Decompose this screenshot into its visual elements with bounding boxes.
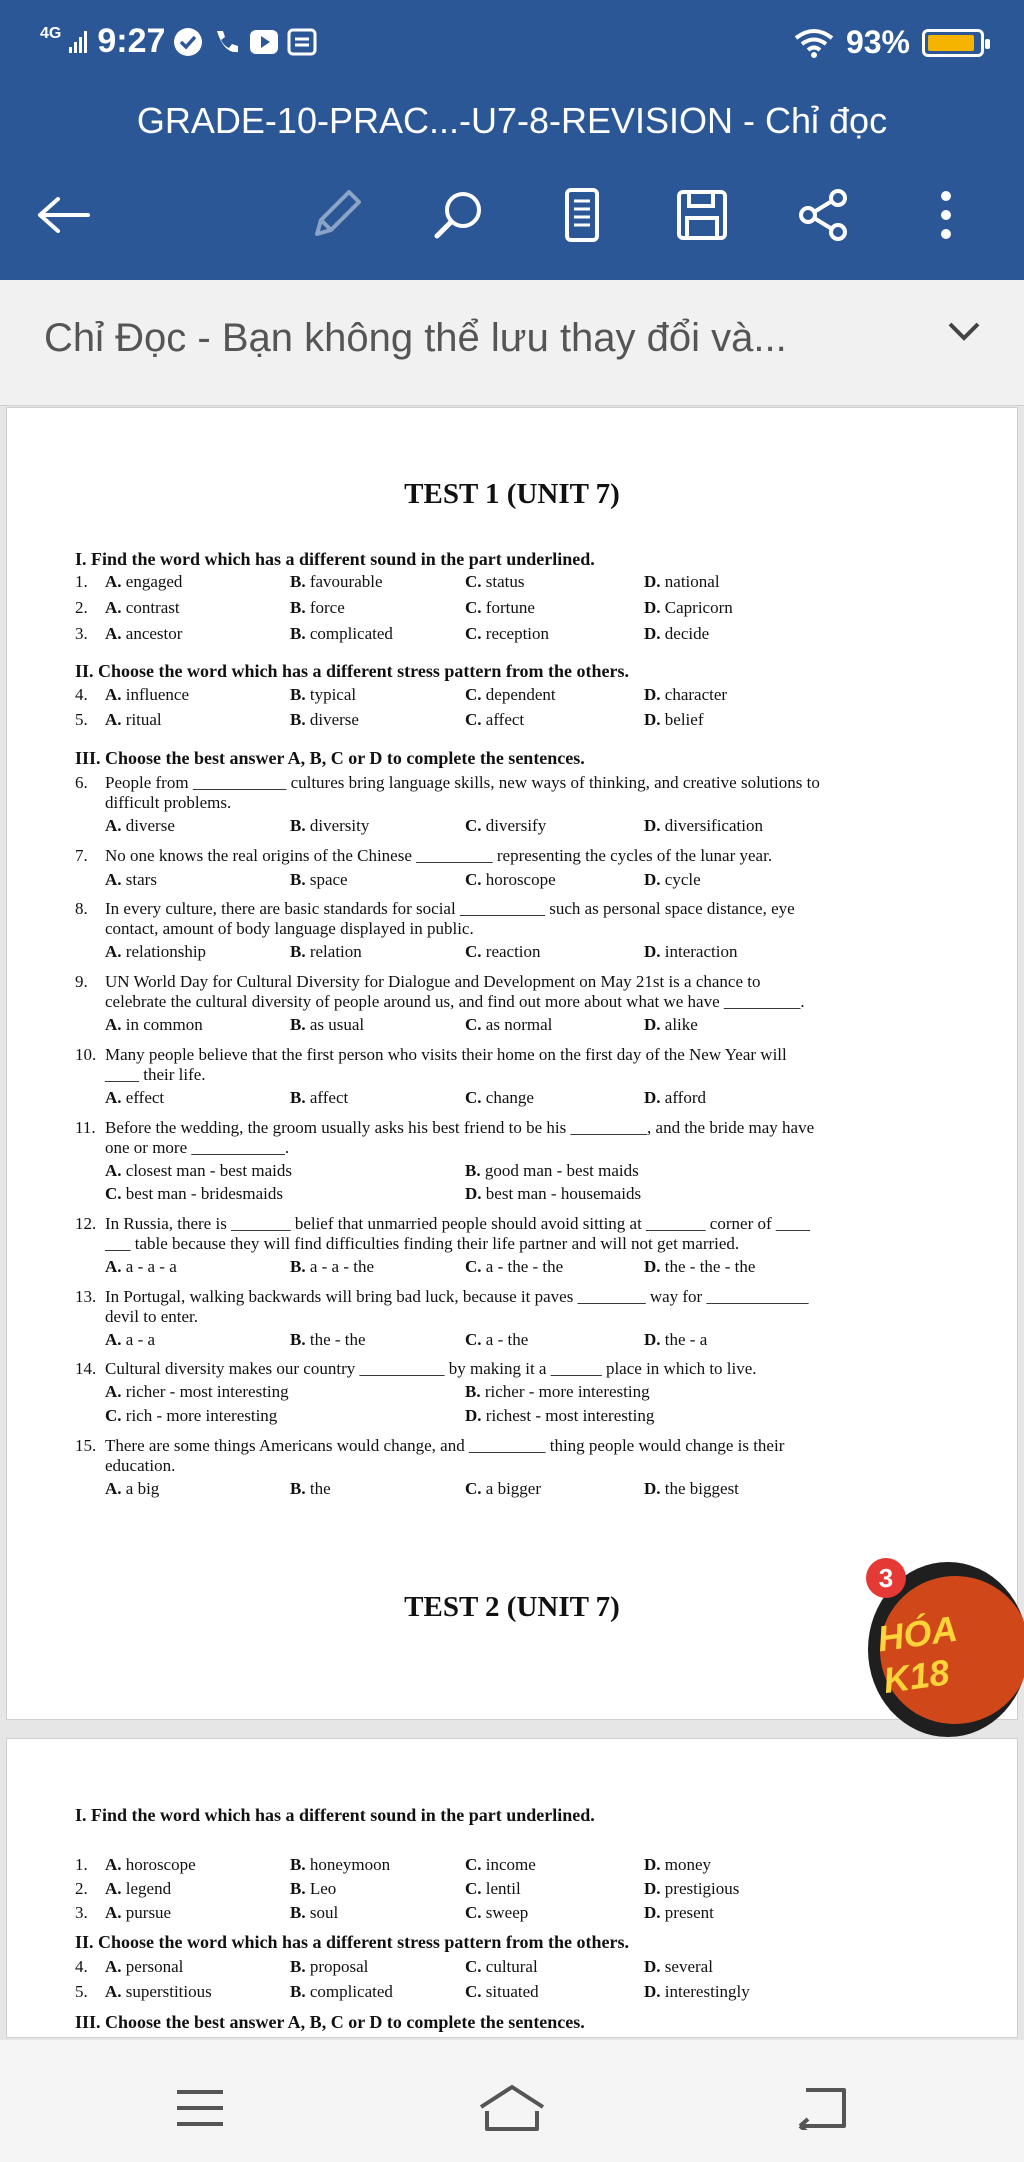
question-4 (7, 685, 1019, 707)
option-label: C. (465, 816, 482, 835)
question-9 (75, 971, 761, 992)
option-label: A. (105, 685, 122, 704)
option-d: the - a (664, 1330, 708, 1349)
question-text-cont: ____ their life. (105, 1065, 206, 1084)
option-label: B. (290, 1015, 306, 1034)
mail-icon (287, 27, 317, 57)
option-label: B. (290, 710, 306, 729)
share-icon (796, 188, 850, 242)
section-heading: III. Choose the best answer A, B, C or D to complete the sentences. (75, 748, 585, 768)
option-a: a - a (125, 1330, 156, 1349)
section-heading: III. Choose the best answer A, B, C or D to complete the sentences. (75, 2012, 585, 2032)
option-label: C. (465, 1982, 482, 2001)
question-3 (7, 1903, 1018, 1925)
option-a: relationship (125, 942, 207, 961)
app-header (0, 90, 1024, 280)
option-label: A. (105, 624, 122, 643)
recent-apps-button[interactable] (155, 2078, 245, 2138)
question-5 (7, 1982, 1018, 2004)
question-4 (7, 1957, 1018, 1979)
search-button[interactable] (428, 185, 488, 245)
option-a: a - a - a (125, 1257, 177, 1276)
option-label: D. (644, 624, 661, 643)
question-number: 13. (75, 1287, 97, 1306)
question-number: 2. (75, 598, 88, 617)
option-label: C. (465, 1015, 482, 1034)
option-c: status (485, 572, 525, 591)
question-11-options-cd (7, 1184, 1019, 1206)
question-text: UN World Day for Cultural Diversity for Dialogue and Development on May 21st is a chance to (105, 972, 761, 991)
option-label: C. (465, 572, 482, 591)
option-b: typical (309, 685, 357, 704)
question-number: 1. (75, 572, 88, 591)
option-d: afford (664, 1088, 707, 1107)
edit-button[interactable] (306, 185, 366, 245)
option-c: horoscope (485, 870, 556, 889)
question-number: 3. (75, 1903, 88, 1922)
option-d: prestigious (664, 1879, 740, 1898)
back-button[interactable] (34, 185, 94, 245)
question-text-cont: contact, amount of body language displayed in public. (105, 919, 474, 938)
option-label: D. (465, 1406, 482, 1425)
option-b: proposal (309, 1957, 369, 1976)
question-1 (7, 572, 1019, 594)
question-14-options-cd (7, 1406, 1019, 1428)
option-label: A. (105, 1903, 122, 1922)
reading-mode-button[interactable] (552, 185, 612, 245)
question-11 (75, 1117, 814, 1138)
question-13-options (7, 1330, 1019, 1352)
read-only-message: Chỉ Đọc - Bạn không thể lưu thay đổi và... (44, 316, 787, 360)
option-a: superstitious (125, 1982, 212, 2001)
question-12 (75, 1213, 810, 1234)
option-label: D. (644, 870, 661, 889)
status-left (40, 22, 317, 61)
share-button[interactable] (793, 185, 853, 245)
option-b: honeymoon (309, 1855, 391, 1874)
menu-lines-icon (175, 2088, 225, 2128)
question-number: 7. (75, 846, 88, 865)
question-text-cont: ___ table because they will find difficulties finding their life partner and will not get married. (105, 1234, 740, 1253)
option-label: C. (465, 870, 482, 889)
option-b: Leo (309, 1879, 337, 1898)
option-a: horoscope (125, 1855, 196, 1874)
option-label: C. (465, 1879, 482, 1898)
question-number: 5. (75, 710, 88, 729)
question-number: 2. (75, 1879, 88, 1898)
option-label: C. (465, 1257, 482, 1276)
more-vertical-icon (936, 188, 956, 242)
question-6-options (7, 816, 1019, 838)
option-label: D. (644, 1330, 661, 1349)
more-options-button[interactable] (916, 185, 976, 245)
option-label: A. (105, 942, 122, 961)
option-label: D. (644, 1479, 661, 1498)
option-label: C. (465, 1479, 482, 1498)
section-heading: II. Choose the word which has a different stress pattern from the others. (75, 1932, 629, 1952)
chat-head-logo: HÓA K18 (870, 1566, 1024, 1733)
option-d: the biggest (664, 1479, 739, 1498)
option-a: legend (125, 1879, 172, 1898)
question-8 (75, 898, 795, 919)
option-c: lentil (485, 1879, 521, 1898)
option-d: present (664, 1903, 714, 1922)
test-2-title: TEST 2 (UNIT 7) (404, 1591, 620, 1623)
question-2 (7, 598, 1019, 620)
option-label: C. (465, 1903, 482, 1922)
option-d: diversification (664, 816, 763, 835)
option-label: A. (105, 1161, 122, 1180)
option-b: as usual (309, 1015, 365, 1034)
option-b: a - a - the (309, 1257, 375, 1276)
option-label: B. (465, 1161, 481, 1180)
option-b: complicated (309, 1982, 393, 2001)
option-label: A. (105, 1088, 122, 1107)
option-label: D. (644, 1903, 661, 1922)
option-label: B. (290, 1330, 306, 1349)
question-text: There are some things Americans would change, and _________ thing people would change is their (105, 1436, 785, 1455)
option-d: belief (664, 710, 704, 729)
question-8-options (7, 942, 1019, 964)
question-text: Before the wedding, the groom usually asks his best friend to be his _________, and the bride may have (105, 1118, 815, 1137)
option-label: B. (290, 1088, 306, 1107)
question-1 (7, 1855, 1018, 1877)
option-label: B. (465, 1382, 481, 1401)
option-label: A. (105, 598, 122, 617)
option-label: B. (290, 1257, 306, 1276)
back-arrow-icon (36, 195, 92, 235)
question-12-options (7, 1257, 1019, 1279)
chevron-down-icon[interactable] (944, 320, 984, 344)
option-label: C. (465, 685, 482, 704)
option-a: pursue (125, 1903, 172, 1922)
option-a: personal (125, 1957, 184, 1976)
document-title: GRADE-10-PRAC...-U7-8-REVISION - Chỉ đọc (136, 100, 888, 141)
question-text-cont: celebrate the cultural diversity of people around us, and find out more about what we have _________. (105, 992, 805, 1011)
question-number: 9. (75, 972, 88, 991)
option-label: A. (105, 1855, 122, 1874)
option-label: D. (644, 816, 661, 835)
option-a: a big (125, 1479, 160, 1498)
notification-badge: 3 (866, 1558, 906, 1598)
question-text-cont: devil to enter. (105, 1307, 199, 1326)
option-label: C. (465, 624, 482, 643)
question-text-cont: difficult problems. (105, 793, 232, 812)
option-label: D. (644, 1855, 661, 1874)
question-number: 11. (75, 1118, 96, 1137)
question-15 (75, 1435, 784, 1456)
status-bar (0, 0, 1024, 90)
option-label: B. (290, 572, 306, 591)
question-9-options (7, 1015, 1019, 1037)
option-d: best man - housemaids (485, 1184, 642, 1203)
pencil-icon (309, 188, 363, 242)
option-label: D. (644, 942, 661, 961)
question-number: 4. (75, 1957, 88, 1976)
battery-level (928, 35, 974, 51)
document-page-1 (6, 407, 1018, 1720)
option-a: ancestor (125, 624, 183, 643)
question-15-options (7, 1479, 1019, 1501)
option-d: interestingly (664, 1982, 750, 2001)
question-text: No one knows the real origins of the Chinese _________ representing the cycles of the lunar year. (105, 846, 773, 865)
option-label: B. (290, 1982, 306, 2001)
option-c: affect (485, 710, 525, 729)
question-2 (7, 1879, 1018, 1901)
toolbar (0, 175, 1024, 255)
option-label: C. (105, 1184, 122, 1203)
option-c: a - the (485, 1330, 529, 1349)
question-11-options-ab (7, 1161, 1019, 1183)
option-d: interaction (664, 942, 738, 961)
test-1-title: TEST 1 (UNIT 7) (404, 478, 620, 510)
question-text-cont: one or more ___________. (105, 1138, 290, 1157)
question-number: 10. (75, 1045, 97, 1064)
signal-icon (69, 29, 89, 55)
question-13 (75, 1286, 808, 1307)
option-label: B. (290, 870, 306, 889)
section-heading: I. Find the word which has a different sound in the part underlined. (75, 1805, 595, 1825)
option-a: in common (125, 1015, 203, 1034)
save-button[interactable] (672, 185, 732, 245)
question-number: 5. (75, 1982, 88, 2001)
section-heading: I. Find the word which has a different sound in the part underlined. (75, 549, 595, 569)
option-a: effect (125, 1088, 165, 1107)
wifi-icon (794, 28, 834, 58)
option-c: rich - more interesting (125, 1406, 278, 1425)
option-d: cycle (664, 870, 701, 889)
question-number: 14. (75, 1359, 97, 1378)
option-label: B. (290, 685, 306, 704)
option-label: C. (465, 1330, 482, 1349)
check-icon (173, 27, 203, 57)
option-b: affect (309, 1088, 349, 1107)
question-10-options (7, 1088, 1019, 1110)
option-c: cultural (485, 1957, 538, 1976)
question-text: Many people believe that the first person who visits their home on the first day of the New Year will (105, 1045, 787, 1064)
save-icon (675, 188, 729, 242)
system-nav-bar (0, 2040, 1024, 2162)
question-10 (75, 1044, 787, 1065)
option-c: change (485, 1088, 534, 1107)
option-label: C. (465, 598, 482, 617)
question-5 (7, 710, 1019, 732)
option-b: the (309, 1479, 331, 1498)
option-c: fortune (485, 598, 535, 617)
option-label: B. (290, 816, 306, 835)
option-label: A. (105, 816, 122, 835)
option-label: A. (105, 1479, 122, 1498)
question-number: 1. (75, 1855, 88, 1874)
option-label: C. (465, 1957, 482, 1976)
read-only-banner[interactable] (0, 280, 1024, 406)
question-7-options (7, 870, 1019, 892)
option-label: D. (644, 1015, 661, 1034)
option-a: ritual (125, 710, 162, 729)
option-d: decide (664, 624, 710, 643)
back-nav-button[interactable] (778, 2078, 868, 2138)
question-text: In Russia, there is _______ belief that unmarried people should avoid sitting at _______ corner of ____ (105, 1214, 810, 1233)
option-label: B. (290, 1903, 306, 1922)
option-label: D. (644, 1257, 661, 1276)
option-a: diverse (125, 816, 175, 835)
phone-icon (211, 27, 241, 57)
option-a: contrast (125, 598, 180, 617)
option-b: diverse (309, 710, 359, 729)
option-label: D. (465, 1184, 482, 1203)
option-d: character (664, 685, 728, 704)
option-label: B. (290, 598, 306, 617)
question-text-cont: education. (105, 1456, 176, 1475)
option-label: C. (465, 1088, 482, 1107)
option-d: several (664, 1957, 713, 1976)
option-a: influence (125, 685, 190, 704)
option-c: reception (485, 624, 550, 643)
option-c: diversify (485, 816, 547, 835)
option-label: D. (644, 1088, 661, 1107)
option-c: a - the - the (485, 1257, 564, 1276)
option-label: D. (644, 710, 661, 729)
option-label: A. (105, 710, 122, 729)
question-number: 8. (75, 899, 88, 918)
option-c: best man - bridesmaids (125, 1184, 283, 1203)
option-b: good man - best maids (484, 1161, 639, 1180)
status-time: 9:27 (97, 22, 166, 60)
option-label: A. (105, 1330, 122, 1349)
option-label: A. (105, 1015, 122, 1034)
question-number: 12. (75, 1214, 97, 1233)
option-label: B. (290, 942, 306, 961)
option-b: space (309, 870, 348, 889)
section-heading: II. Choose the word which has a different stress pattern from the others. (75, 661, 629, 681)
option-label: C. (105, 1406, 122, 1425)
option-label: B. (290, 1879, 306, 1898)
question-number: 4. (75, 685, 88, 704)
youtube-icon (249, 28, 279, 56)
battery-percent: 93% (845, 24, 910, 60)
option-d: richest - most interesting (485, 1406, 655, 1425)
back-nav-icon (796, 2086, 850, 2130)
option-c: income (485, 1855, 536, 1874)
option-label: D. (644, 685, 661, 704)
option-d: national (664, 572, 720, 591)
question-number: 6. (75, 773, 88, 792)
option-b: richer - more interesting (484, 1382, 650, 1401)
option-a: richer - most interesting (125, 1382, 289, 1401)
option-d: the - the - the (664, 1257, 756, 1276)
question-number: 3. (75, 624, 88, 643)
option-label: A. (105, 1382, 122, 1401)
option-label: C. (465, 710, 482, 729)
question-14-options-ab (7, 1382, 1019, 1404)
option-label: B. (290, 624, 306, 643)
option-c: sweep (485, 1903, 529, 1922)
option-label: B. (290, 1957, 306, 1976)
option-b: soul (309, 1903, 339, 1922)
option-label: B. (290, 1855, 306, 1874)
option-label: D. (644, 1957, 661, 1976)
home-button[interactable] (467, 2078, 557, 2138)
option-c: a bigger (485, 1479, 542, 1498)
option-label: C. (465, 1855, 482, 1874)
option-c: dependent (485, 685, 556, 704)
option-c: as normal (485, 1015, 553, 1034)
option-b: diversity (309, 816, 370, 835)
option-b: relation (309, 942, 362, 961)
option-b: complicated (309, 624, 393, 643)
question-text: Cultural diversity makes our country __________ by making it a ______ place in which to live. (105, 1359, 757, 1378)
option-label: D. (644, 1982, 661, 2001)
option-label: B. (290, 1479, 306, 1498)
option-c: situated (485, 1982, 539, 2001)
option-d: money (664, 1855, 712, 1874)
question-7 (75, 845, 772, 866)
question-6 (75, 772, 820, 793)
option-label: D. (644, 572, 661, 591)
option-a: engaged (125, 572, 183, 591)
search-icon (431, 188, 485, 242)
option-b: favourable (309, 572, 383, 591)
question-14 (75, 1358, 757, 1379)
option-label: A. (105, 1982, 122, 2001)
question-text: People from ___________ cultures bring language skills, new ways of thinking, and creative solutions to (105, 773, 820, 792)
home-icon (477, 2083, 547, 2133)
option-d: alike (664, 1015, 698, 1034)
question-text: In Portugal, walking backwards will bring bad luck, because it paves ________ way for ____________ (105, 1287, 809, 1306)
option-label: A. (105, 870, 122, 889)
document-page-2 (6, 1738, 1018, 2038)
battery-icon (922, 29, 984, 57)
network-indicator: 4G (40, 24, 62, 42)
option-a: closest man - best maids (125, 1161, 292, 1180)
option-a: stars (125, 870, 157, 889)
option-label: D. (644, 1879, 661, 1898)
option-label: D. (644, 598, 661, 617)
question-3 (7, 624, 1019, 646)
question-text: In every culture, there are basic standards for social __________ such as personal space distance, eye (105, 899, 795, 918)
option-b: the - the (309, 1330, 366, 1349)
option-d: Capricorn (664, 598, 733, 617)
mobile-view-icon (562, 187, 602, 243)
option-label: A. (105, 1957, 122, 1976)
question-number: 15. (75, 1436, 97, 1455)
option-c: reaction (485, 942, 541, 961)
option-b: force (309, 598, 345, 617)
option-label: A. (105, 1257, 122, 1276)
option-label: A. (105, 1879, 122, 1898)
option-label: C. (465, 942, 482, 961)
option-label: A. (105, 572, 122, 591)
status-right (794, 24, 984, 61)
